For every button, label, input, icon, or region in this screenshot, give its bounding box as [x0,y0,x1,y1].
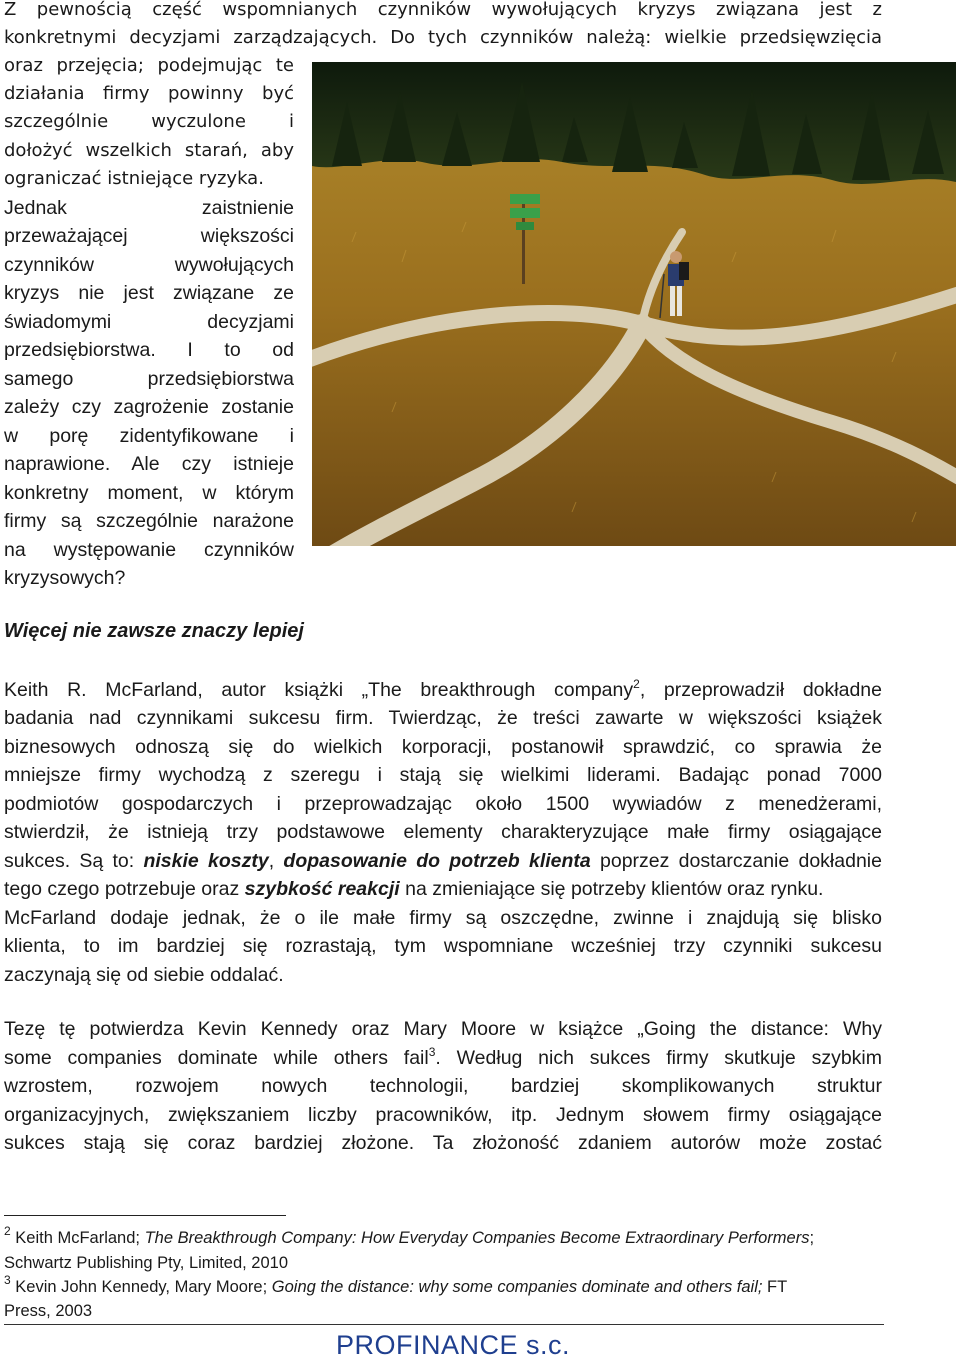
text-line: szczególnie wyczulone i [4,111,294,132]
text-line: Keith R. McFarland, autor książki „The breakthrough company$^2$, przeprowadził dokładne [4,677,882,701]
text-line: świadomymi decyzjami [4,311,294,333]
footnote-separator [4,1215,286,1216]
text-line: przedsiębiorstwa. I to od [4,339,294,361]
text-line: konkretnymi decyzjami zarządzających. Do tych czynników należą: wielkie przedsięwzięcia [4,27,882,48]
text-line: sukces stają się coraz bardziej złożone. Ta złożoność zdaniem autorów może zostać [4,1132,882,1154]
text-line: organizacyjnych, zwiększaniem liczby pracowników, itp. Jednym słowem firmy osiągające [4,1104,882,1126]
emphasis-response-speed: szybkość reakcji [244,878,400,900]
text-line: McFarland dodaje jednak, że o ile małe firmy są oszczędne, zwinne i znajdują się blisko [4,907,882,929]
text-line: klienta, to im bardziej się rozrastają, tym wspomniane wcześniej trzy czynniki sukcesu [4,935,882,957]
text-line: naprawione. Ale czy istnieje [4,453,294,475]
section-heading: Więcej nie zawsze znaczy lepiej [4,620,304,642]
text-line: zależy czy zagrożenie zostanie [4,396,294,418]
footnote-3-cont: Press, 2003 [4,1302,93,1320]
text-line: stwierdził, że istnieją trzy podstawowe elementy charakteryzujące małe firmy osiągające [4,821,882,843]
text-line: czynników wywołujących [4,254,294,276]
text-line: biznesowych odnoszą się do wielkich korporacji, postanowił sprawdzić, co sprawia że [4,736,882,758]
text-line: Tezę tę potwierdza Kevin Kennedy oraz Mary Moore w książce „Going the distance: Why [4,1018,882,1040]
text-line: zaczynają się od siebie oddalać. [4,964,284,986]
text-line: Jednak zaistnienie [4,197,294,219]
text-line: ograniczać istniejące ryzyka. [4,168,264,189]
footnote-ref: 3 [428,1045,436,1059]
text-line: mniejsze firmy wychodzą z szeregu i stają się wielkimi liderami. Badając ponad 7000 [4,764,882,786]
text-line: oraz przejęcia; podejmując te [4,55,294,76]
text-line: some companies dominate while others fail$^3$. Według nich sukces firmy skutkuje szybkim [4,1045,882,1069]
text-line: wzrostem, rozwojem nowych technologii, bardziej skomplikowanych struktur [4,1075,882,1097]
text-line: w porę zidentyfikowane i [4,425,294,447]
footnote-3: $^3$ Kevin John Kennedy, Mary Moore; Going the distance: why some companies dominate and others fail; FT [4,1273,788,1296]
footnote-2-cont: Schwartz Publishing Pty, Limited, 2010 [4,1254,289,1272]
text-line: tego czego potrzebuje oraz szybkość reakcji na zmieniające się potrzeby klientów oraz rynku. [4,878,824,900]
text-line: Z pewnością część wspomnianych czynników wywołujących kryzys związana jest z [4,0,882,20]
footnote-2: $^2$ Keith McFarland; The Breakthrough Company: How Everyday Companies Become Extraordinary Performers; [4,1224,815,1247]
crossroads-illustration [312,62,956,546]
text-line: firmy są szczególnie narażone [4,510,294,532]
text-line: sukces. Są to: niskie koszty, dopasowanie do potrzeb klienta poprzez dostarczanie dokładnie [4,850,882,872]
footer-separator [4,1324,884,1325]
emphasis-customer-fit: dopasowanie do potrzeb klienta [283,850,591,872]
footer-brand: PROFINANCE s.c. [336,1330,571,1360]
text-line: działania firmy powinny być [4,83,294,104]
text-line: konkretny moment, w którym [4,482,294,504]
text-line: na występowanie czynników [4,539,294,561]
text-line: kryzys nie jest związane ze [4,282,294,304]
footnote-ref: 2 [633,677,640,691]
text-line: kryzysowych? [4,567,126,589]
text-line: dołożyć wszelkich starań, aby [4,140,294,161]
crossroads-photo [312,62,956,546]
text-line: badania nad czynnikami sukcesu firm. Twierdząc, że treści zawarte w większości książek [4,707,882,729]
text-line: samego przedsiębiorstwa [4,368,294,390]
emphasis-low-cost: niskie koszty [143,850,269,872]
text-line: podmiotów gospodarczych i przeprowadzając około 1500 wywiadów z menedżerami, [4,793,882,815]
text-line: przeważającej większości [4,225,294,247]
